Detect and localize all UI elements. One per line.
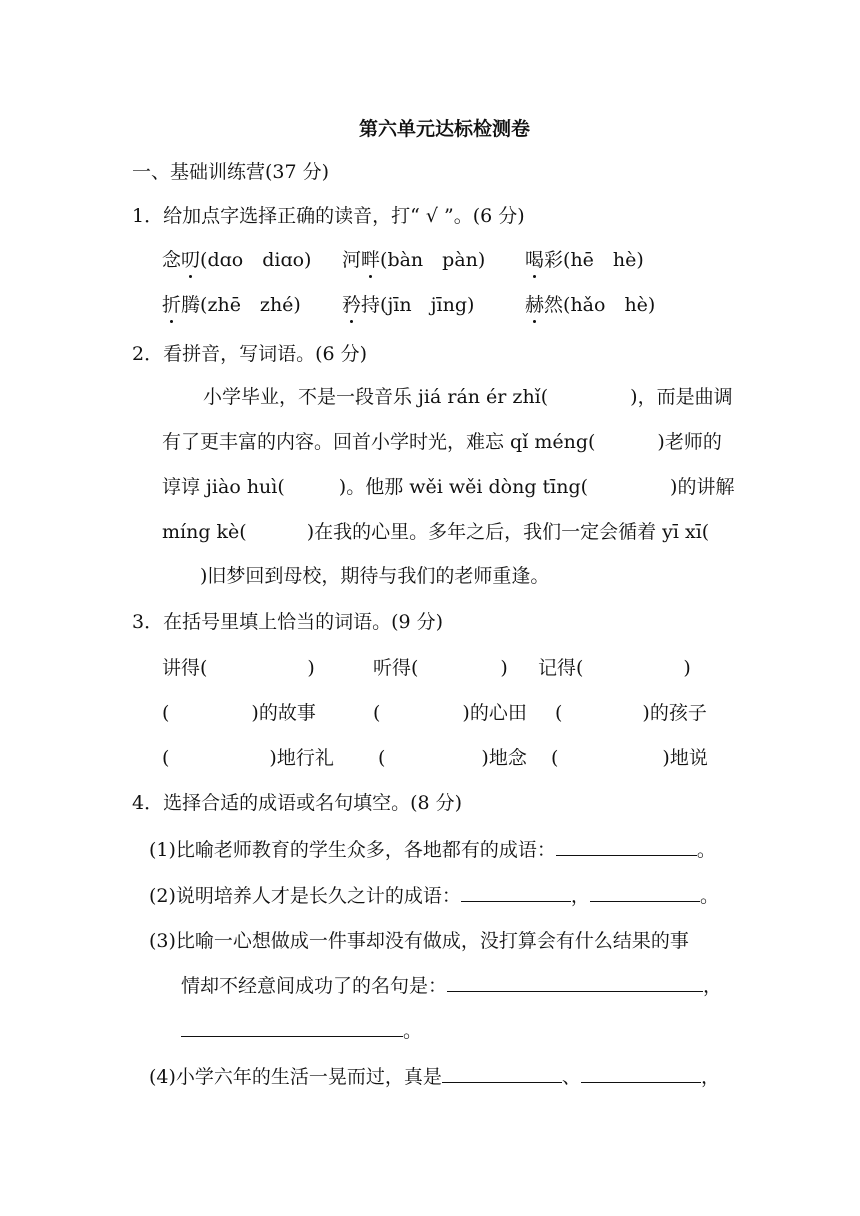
dotted-char: 矜 xyxy=(342,294,362,316)
char: 腾 xyxy=(181,294,201,316)
q2-passage-line xyxy=(162,429,722,455)
answer-blank[interactable] xyxy=(181,1018,403,1037)
fill-text: ( xyxy=(373,702,381,724)
question-text: (4)小学六年的生活一晃而过，真是 xyxy=(149,1066,442,1088)
q2-passage-line xyxy=(162,563,549,589)
q4-subquestion xyxy=(149,837,716,863)
q3-fill-item xyxy=(555,700,707,726)
q3-fill-item xyxy=(373,700,527,726)
fill-text: )的故事 xyxy=(251,702,316,724)
pinyin-options: (zhē zhé) xyxy=(200,294,301,316)
answer-blank[interactable] xyxy=(442,1064,562,1083)
pinyin-options: (hǎo hè) xyxy=(563,294,656,316)
punctuation: 、 xyxy=(561,1066,581,1088)
answer-blank[interactable] xyxy=(461,883,571,902)
pinyin-options: (jīn jīng) xyxy=(380,294,475,316)
dotted-char: 折 xyxy=(162,294,182,316)
question-text: (1)比喻老师教育的学生众多，各地都有的成语： xyxy=(149,839,556,861)
fill-text: ( xyxy=(162,702,170,724)
pinyin-options: (dɑo diɑo) xyxy=(200,249,312,271)
char: 然 xyxy=(544,294,564,316)
pinyin-options: (bàn pàn) xyxy=(380,249,486,271)
passage-text: )，而是曲调 xyxy=(630,386,733,408)
q3-prompt: 3．在括号里填上恰当的词语。(9 分) xyxy=(132,611,444,633)
fill-text: ) xyxy=(683,657,691,679)
fill-text: 听得( xyxy=(373,657,419,679)
fill-text: ) xyxy=(500,657,508,679)
fill-text: )的心田 xyxy=(462,702,527,724)
char: 彩 xyxy=(544,249,564,271)
answer-blank[interactable] xyxy=(447,973,703,992)
pinyin-options: (hē hè) xyxy=(563,249,644,271)
passage-text: )老师的 xyxy=(657,431,722,453)
fill-text: ( xyxy=(555,702,563,724)
q3-fill-item xyxy=(162,700,316,726)
q3-fill-item xyxy=(378,745,527,771)
answer-blank[interactable] xyxy=(581,1064,701,1083)
char: 念 xyxy=(162,249,182,271)
fill-text: 讲得( xyxy=(162,657,208,679)
dotted-char: 畔 xyxy=(361,249,381,271)
punctuation: ， xyxy=(703,975,723,997)
passage-text: míng kè( xyxy=(162,521,247,543)
q4-subquestion xyxy=(149,1064,720,1090)
q4-prompt: 4．选择合适的成语或名句填空。(8 分) xyxy=(132,792,463,814)
fill-text: )地行礼 xyxy=(269,747,334,769)
passage-text: )。他那 wěi wěi dòng tīng( xyxy=(338,476,589,498)
fill-text: ) xyxy=(307,657,315,679)
passage-text: 谆谆 jiào huì( xyxy=(162,476,285,498)
punctuation: ， xyxy=(570,885,590,907)
passage-text: 小学毕业，不是一段音乐 jiá rán ér zhǐ( xyxy=(203,386,549,408)
q2-passage-line xyxy=(162,519,709,545)
section-heading: 一、基础训练营(37 分) xyxy=(132,161,330,183)
passage-text: 有了更丰富的内容。回首小学时光，难忘 qǐ méng( xyxy=(162,431,596,453)
fill-text: ( xyxy=(162,747,170,769)
q1-item xyxy=(342,292,474,318)
dotted-char: 赫 xyxy=(525,294,545,316)
q4-subquestion: (3)比喻一心想做成一件事却没有做成，没打算会有什么结果的事 xyxy=(149,930,689,952)
fill-text: ( xyxy=(551,747,559,769)
page-title: 第六单元达标检测卷 xyxy=(359,118,531,140)
q1-item xyxy=(162,292,301,318)
q1-item xyxy=(162,247,311,273)
dotted-char: 叨 xyxy=(181,249,201,271)
q2-passage-line xyxy=(203,384,733,410)
q4-subquestion-continued xyxy=(181,1018,422,1044)
fill-text: )地说 xyxy=(662,747,708,769)
question-text: 情却不经意间成功了的名句是： xyxy=(181,975,448,997)
passage-text: )旧梦回到母校，期待与我们的老师重逢。 xyxy=(200,565,550,587)
q1-item xyxy=(342,247,485,273)
q3-fill-item xyxy=(373,655,508,681)
q2-passage-line xyxy=(162,474,734,500)
q3-fill-item xyxy=(162,655,315,681)
q4-subquestion-continued xyxy=(181,973,722,999)
q1-prompt: 1．给加点字选择正确的读音，打“ √ ”。(6 分) xyxy=(132,205,525,227)
char: 河 xyxy=(342,249,362,271)
q1-item xyxy=(525,247,644,273)
passage-text: )在我的心里。多年之后，我们一定会循着 yī xī( xyxy=(306,521,710,543)
q3-fill-item xyxy=(538,655,691,681)
question-text: (2)说明培养人才是长久之计的成语： xyxy=(149,885,461,907)
fill-text: )的孩子 xyxy=(642,702,707,724)
punctuation: 。 xyxy=(696,839,716,861)
fill-text: 记得( xyxy=(538,657,584,679)
answer-blank[interactable] xyxy=(590,883,700,902)
q4-subquestion xyxy=(149,883,719,909)
fill-text: )地念 xyxy=(481,747,527,769)
dotted-char: 喝 xyxy=(525,249,545,271)
punctuation: 。 xyxy=(403,1020,423,1042)
q3-fill-item xyxy=(551,745,708,771)
punctuation: 。 xyxy=(699,885,719,907)
q3-fill-item xyxy=(162,745,334,771)
q2-prompt: 2．看拼音，写词语。(6 分) xyxy=(132,343,368,365)
punctuation: ， xyxy=(700,1066,720,1088)
char: 持 xyxy=(361,294,381,316)
answer-blank[interactable] xyxy=(556,837,697,856)
passage-text: )的讲解 xyxy=(670,476,735,498)
fill-text: ( xyxy=(378,747,386,769)
q1-item xyxy=(525,292,655,318)
